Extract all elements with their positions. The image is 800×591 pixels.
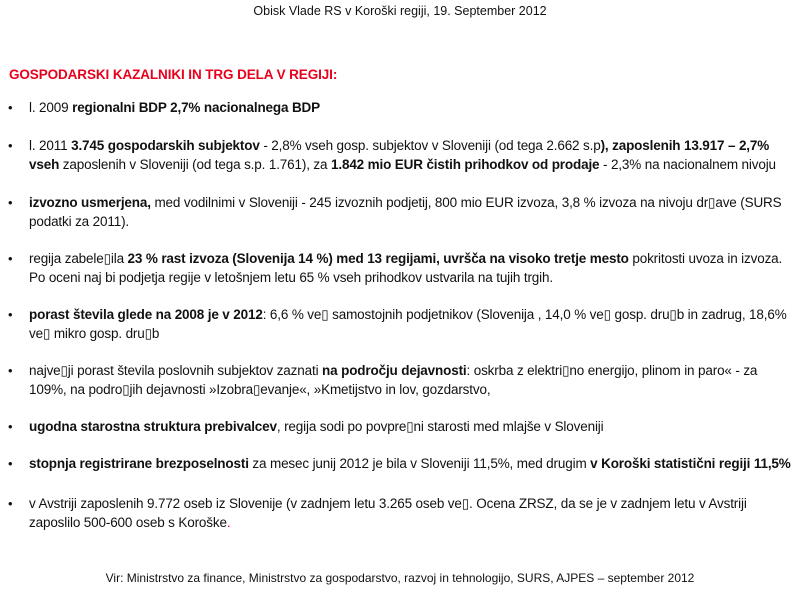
- bullet-text-segment: l. 2011: [29, 138, 72, 153]
- bullet-dot-icon: •: [8, 195, 13, 210]
- section-title: GOSPODARSKI KAZALNIKI IN TRG DELA V REGIJI:: [9, 67, 338, 82]
- bullet-text-segment: porast števila glede na 2008 je v 2012: [29, 307, 263, 322]
- bullet-dot-icon: •: [8, 138, 13, 153]
- source-footer: Vir: Ministrstvo za finance, Ministrstvo za gospodarstvo, razvoj in tehnologijo, SURS, AJPES – september 2012: [105, 571, 695, 585]
- bullet-text-segment: stopnja registrirane brezposelnosti: [29, 456, 249, 471]
- bullet-text: [29, 249, 791, 287]
- bullet-text-segment: regionalni BDP 2,7% nacionalnega BDP: [72, 100, 321, 115]
- bullet-text-segment: ugodna starostna struktura prebivalcev: [29, 419, 277, 434]
- bullet-text-segment: - 2,3% na nacionalnem nivoju: [599, 157, 776, 172]
- bullet-text: [29, 361, 791, 399]
- bullet-text: [29, 193, 791, 231]
- bullet-text-segment: , regija sodi po povpre▯ni starosti med mlajše v Sloveniji: [276, 419, 604, 434]
- bullet-text-segment: v Avstriji zaposlenih 9.772 oseb iz Slovenije (v zadnjem letu 3.265 oseb ve▯. Ocena ZRSZ, da se je v zadnjem letu v Avstriji zaposlilo 500-600 oseb s Koroške: [29, 496, 747, 530]
- bullet-dot-icon: •: [8, 419, 13, 434]
- bullet-text-segment: - 2,8% vseh gosp. subjektov v Sloveniji (od tega 2.662 s.p: [259, 138, 601, 153]
- bullet-text: [29, 494, 791, 532]
- bullet-text: [29, 305, 791, 343]
- bullet-text-segment: .: [226, 515, 231, 530]
- bullet-text-segment: zaposlenih v Sloveniji (od tega s.p. 1.761), za: [59, 157, 331, 172]
- slide-header: Obisk Vlade RS v Koroški regiji, 19. September 2012: [253, 4, 547, 18]
- bullet-text: [29, 417, 791, 436]
- bullet-dot-icon: •: [8, 496, 13, 511]
- bullet-text-segment: najve▯ji porast števila poslovnih subjektov zaznati: [29, 363, 323, 378]
- bullet-dot-icon: •: [8, 456, 13, 471]
- bullet-text-segment: regija zabele▯ila: [29, 251, 128, 266]
- bullet-text-segment: : 6,6 % ve▯ samostojnih podjetnikov (Slovenija , 14,0 % ve▯ gosp. dru▯b in zadrug, 18,6% ve▯ mikro gosp. dru▯b: [29, 307, 787, 341]
- bullet-text-segment: l. 2009: [29, 100, 73, 115]
- bullet-text-segment: med vodilnimi v Sloveniji - 245 izvoznih podjetij, 800 mio EUR izvoza, 3,8 % izvoza na nivoju dr▯ave (SURS podatki za 2011).: [29, 195, 782, 229]
- bullet-text: [29, 136, 791, 174]
- bullet-text: [29, 454, 791, 473]
- bullet-text-segment: 1.842 mio EUR čistih prihodkov od prodaje: [331, 157, 600, 172]
- bullet-text-segment: 23 % rast izvoza (Slovenija 14 %) med 13 regijami, uvršča na visoko tretje mesto: [127, 251, 629, 266]
- bullet-dot-icon: •: [8, 363, 13, 378]
- bullet-text-segment: : oskrba z elektri▯no energijo, plinom in paro« - za 109%, na podro▯jih dejavnosti »Izobra▯evanje«, »Kmetijstvo in lov, gozdarstvo,: [29, 363, 758, 397]
- bullet-dot-icon: •: [8, 307, 13, 322]
- bullet-text-segment: za mesec junij 2012 je bila v Sloveniji 11,5%, med drugim: [248, 456, 591, 471]
- bullet-text-segment: na področju dejavnosti: [322, 363, 467, 378]
- bullet-text-segment: v Koroški statistični regiji 11,5%: [590, 456, 791, 471]
- bullet-text-segment: 3.745 gospodarskih subjektov: [71, 138, 260, 153]
- bullet-text-segment: izvozno usmerjena,: [29, 195, 151, 210]
- bullet-text-segment: pokritosti uvoza in izvoza. Po oceni naj bi podjetja regije v letošnjem letu 65 % vseh prihodkov ustvarila na tujih trgih.: [29, 251, 783, 285]
- bullet-text: [29, 98, 791, 117]
- bullet-text-segment: ), zaposlenih 13.917 – 2,7% vseh: [29, 138, 770, 172]
- bullet-dot-icon: •: [8, 100, 13, 115]
- bullet-dot-icon: •: [8, 251, 13, 266]
